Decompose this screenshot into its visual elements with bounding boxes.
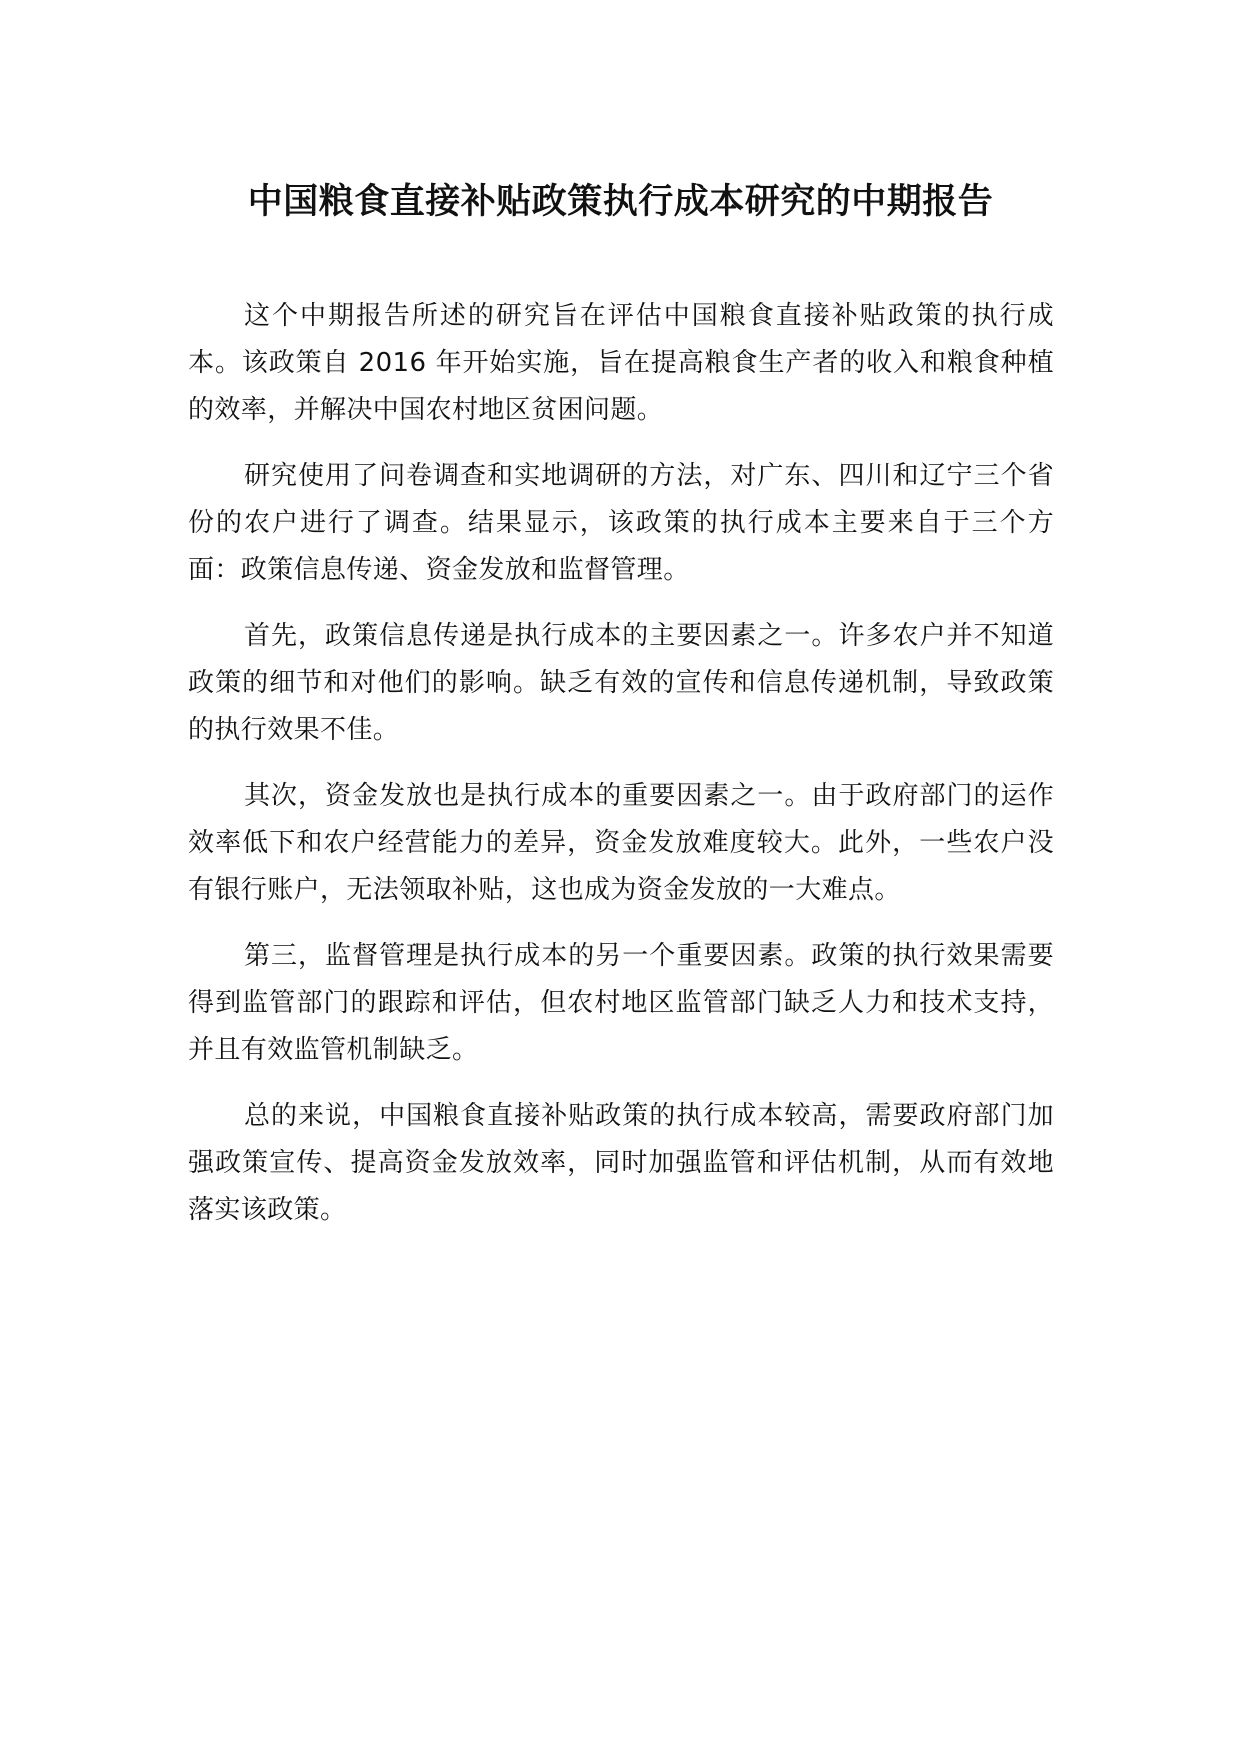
document-title: 中国粮食直接补贴政策执行成本研究的中期报告 <box>247 182 994 222</box>
paragraph-intro: 这个中期报告所述的研究旨在评估中国粮食直接补贴政策的执行成本。该政策自 2016 年开始实施，旨在提高粮食生产者的收入和粮食种植的效率，并解决中国农村地区贫困问题。 <box>188 301 1054 425</box>
paragraph-supervision: 第三，监督管理是执行成本的另一个重要因素。政策的执行效果需要得到监管部门的跟踪和评估，但农村地区监管部门缺乏人力和技术支持，并且有效监管机制缺乏。 <box>188 941 1054 1065</box>
paragraph-conclusion: 总的来说，中国粮食直接补贴政策的执行成本较高，需要政府部门加强政策宣传、提高资金发放效率，同时加强监管和评估机制，从而有效地落实该政策。 <box>188 1101 1054 1225</box>
document-body <box>188 293 1054 1253</box>
paragraph-method: 研究使用了问卷调查和实地调研的方法，对广东、四川和辽宁三个省份的农户进行了调查。结果显示，该政策的执行成本主要来自于三个方面：政策信息传递、资金发放和监督管理。 <box>188 461 1054 585</box>
paragraph-info-transfer: 首先，政策信息传递是执行成本的主要因素之一。许多农户并不知道政策的细节和对他们的影响。缺乏有效的宣传和信息传递机制，导致政策的执行效果不佳。 <box>188 621 1054 745</box>
paragraph-fund-disbursement: 其次，资金发放也是执行成本的重要因素之一。由于政府部门的运作效率低下和农户经营能力的差异，资金发放难度较大。此外，一些农户没有银行账户，无法领取补贴，这也成为资金发放的一大难点。 <box>188 781 1054 905</box>
